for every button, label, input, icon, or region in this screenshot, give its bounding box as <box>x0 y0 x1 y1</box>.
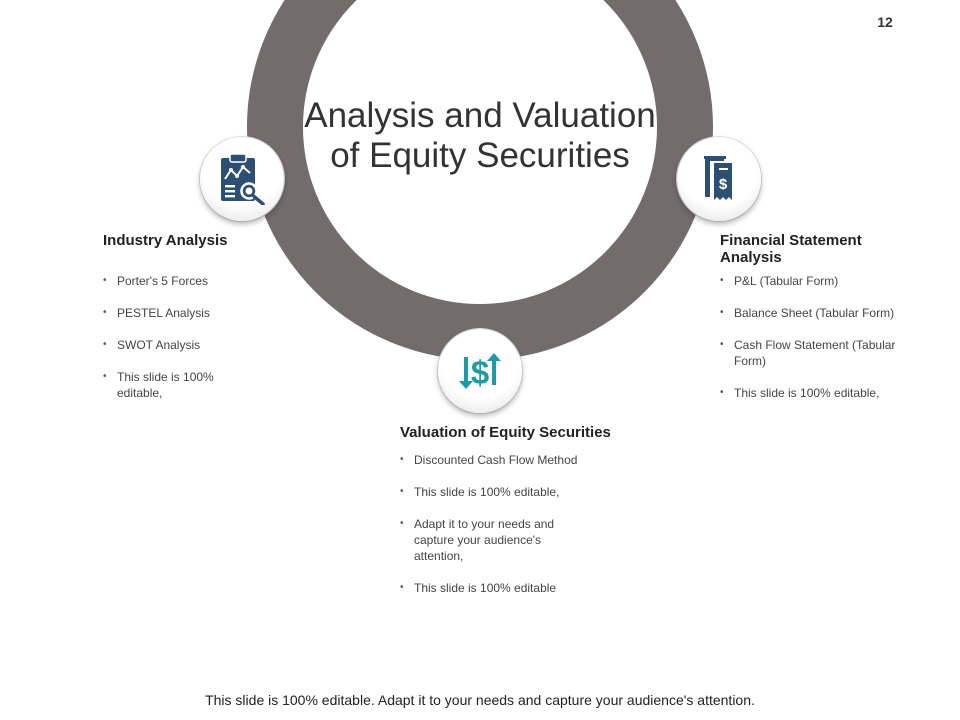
list-item: • Cash Flow Statement (Tabular Form) <box>720 337 920 369</box>
list-item: • PESTEL Analysis <box>103 305 243 321</box>
financial-bullets <box>720 273 920 417</box>
industry-heading: Industry Analysis <box>103 232 228 249</box>
financial-icon-badge <box>677 137 761 221</box>
valuation-bullets <box>400 452 585 612</box>
dollar-cycle-arrows-icon <box>454 345 506 397</box>
list-item: • This slide is 100% editable <box>400 580 585 596</box>
slide-title: Analysis and Valuation of Equity Securities <box>304 96 656 175</box>
list-item: • Adapt it to your needs and capture your audience's attention, <box>400 516 585 564</box>
list-item: • SWOT Analysis <box>103 337 243 353</box>
list-item: • Balance Sheet (Tabular Form) <box>720 305 920 321</box>
page-number: 12 <box>877 14 893 30</box>
list-item: • This slide is 100% editable, <box>103 369 243 401</box>
valuation-heading: Valuation of Equity Securities <box>400 424 611 441</box>
receipt-dollar-icon <box>693 153 745 205</box>
valuation-icon-badge <box>438 329 522 413</box>
list-item: • P&L (Tabular Form) <box>720 273 920 289</box>
industry-bullets <box>103 273 243 417</box>
svg-text:$: $ <box>718 176 728 193</box>
footer-note: This slide is 100% editable. Adapt it to your needs and capture your audience's attention. <box>205 692 755 708</box>
financial-heading: Financial Statement Analysis <box>720 232 862 266</box>
svg-text:$: $ <box>470 354 490 391</box>
list-item: • This slide is 100% editable, <box>720 385 920 401</box>
list-item: • This slide is 100% editable, <box>400 484 585 500</box>
list-item: • Porter's 5 Forces <box>103 273 243 289</box>
industry-icon-badge <box>200 137 284 221</box>
clipboard-chart-magnifier-icon <box>216 153 268 205</box>
list-item: • Discounted Cash Flow Method <box>400 452 585 468</box>
